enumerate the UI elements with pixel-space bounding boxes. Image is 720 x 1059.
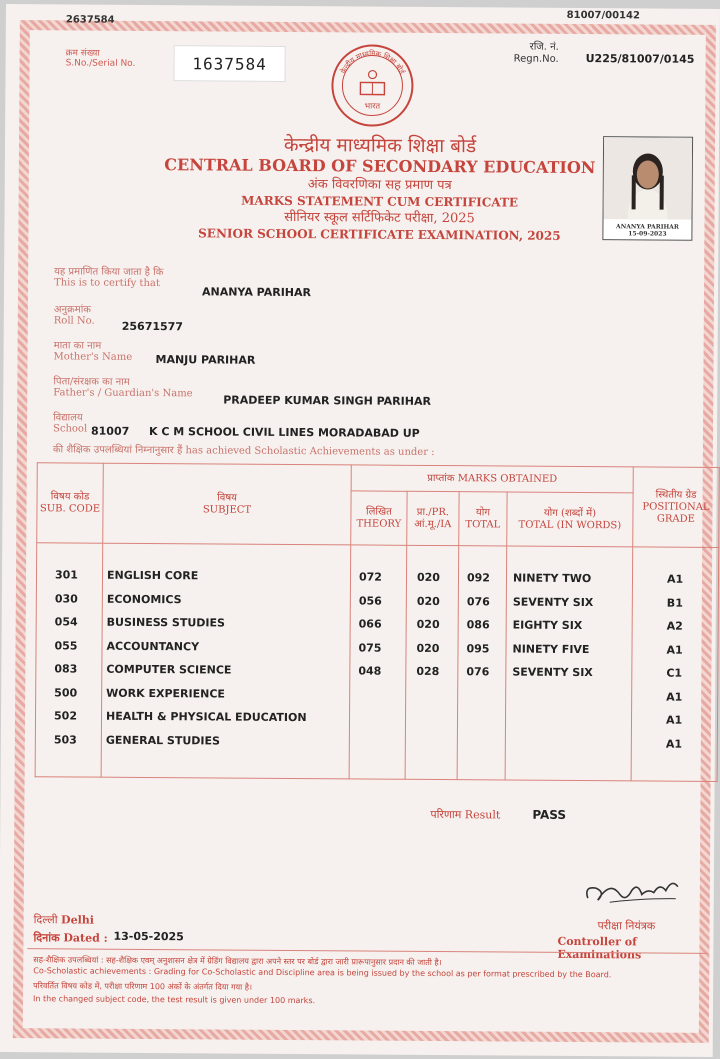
row-code: 502 bbox=[53, 709, 78, 723]
row-theory: 048 bbox=[358, 664, 382, 678]
row-grade: C1 bbox=[666, 666, 683, 680]
row-subject: GENERAL STUDIES bbox=[105, 733, 221, 748]
practical-column bbox=[405, 545, 459, 779]
certificate-titles bbox=[154, 133, 605, 244]
marks-table bbox=[35, 462, 720, 782]
header-sub-code bbox=[37, 463, 104, 543]
roll-number: 25671577 bbox=[121, 319, 184, 334]
serial-box: 1637584 bbox=[173, 45, 285, 82]
row-code: 055 bbox=[54, 638, 78, 653]
exam-title-hi: सीनियर स्कूल सर्टिफिकेट परीक्षा, 2025 bbox=[284, 209, 475, 227]
row-subject: BUSINESS STUDIES bbox=[106, 615, 225, 630]
header-theory-en: THEORY bbox=[356, 517, 402, 530]
row-code: 030 bbox=[54, 591, 78, 606]
header-subject-hi: विषय bbox=[217, 491, 237, 504]
serial-number-top: 2637584 bbox=[65, 14, 115, 26]
student-name: ANANYA PARIHAR bbox=[201, 285, 312, 300]
footnote-1: सह-शैक्षिक उपलब्धियां : सह-शैक्षिक एवम् अनुशासन क्षेत्र में ग्रेडिंग विद्यालय द्वारा अपने स्तर पर बोर्ड द्वारा जारी प्रारूपानुसार प्रदान की जाती है। bbox=[33, 955, 442, 968]
mother-label-en: Mother's Name bbox=[53, 351, 133, 363]
words-column bbox=[505, 546, 633, 781]
total-column bbox=[457, 546, 507, 780]
row-grade: A1 bbox=[666, 690, 683, 704]
grade-column bbox=[631, 547, 719, 782]
issue-date: 13-05-2025 bbox=[113, 929, 184, 944]
code-column bbox=[35, 543, 103, 777]
father-label-en: Father's / Guardian's Name bbox=[53, 387, 193, 400]
row-subject: WORK EXPERIENCE bbox=[106, 686, 225, 701]
row-code: 083 bbox=[54, 662, 78, 676]
dated-label-en: Dated : bbox=[63, 931, 108, 945]
row-total-words: NINETY TWO bbox=[512, 571, 592, 586]
photo-caption bbox=[603, 223, 691, 238]
school-code: 81007 bbox=[90, 424, 130, 438]
school-label-hi: विद्यालय bbox=[53, 412, 83, 424]
row-grade: A1 bbox=[665, 737, 683, 751]
certify-label-en: This is to certify that bbox=[54, 277, 160, 290]
cbse-emblem-icon bbox=[329, 42, 416, 129]
header-subject bbox=[103, 463, 352, 545]
mother-label bbox=[53, 340, 132, 363]
row-theory: 072 bbox=[358, 570, 383, 584]
registration-label-en: Regn.No. bbox=[513, 53, 559, 65]
row-code: 301 bbox=[54, 568, 79, 582]
row-theory: 066 bbox=[358, 617, 382, 631]
result-label-en: Result bbox=[464, 808, 501, 822]
serial-label bbox=[66, 48, 136, 68]
row-theory: 075 bbox=[358, 640, 382, 655]
footnote-4: In the changed subject code, the test result is given under 100 marks. bbox=[33, 994, 316, 1006]
row-grade: A1 bbox=[666, 572, 684, 586]
dated-label bbox=[33, 930, 107, 946]
school-label bbox=[53, 412, 87, 434]
row-code: 500 bbox=[54, 685, 78, 700]
header-sub-code-hi: विषय कोड bbox=[50, 490, 90, 503]
row-theory: 056 bbox=[358, 593, 382, 608]
header-grade-en: POSITIONAL GRADE bbox=[642, 500, 710, 525]
result-value: PASS bbox=[532, 807, 567, 822]
header-sub-code-en: SUB. CODE bbox=[39, 502, 101, 515]
header-positional-grade bbox=[633, 467, 720, 548]
header-pr-en: आं.मू./IA bbox=[414, 518, 452, 530]
row-grade: B1 bbox=[666, 596, 683, 610]
row-total-words: SEVENTY SIX bbox=[512, 665, 593, 680]
mother-name: MANJU PARIHAR bbox=[155, 353, 256, 367]
emblem-text: केन्द्रीय माध्यमिक शिक्षा बोर्ड bbox=[339, 49, 406, 76]
header-practical bbox=[407, 491, 459, 545]
subject-column bbox=[101, 543, 351, 779]
cert-title-en: MARKS STATEMENT CUM CERTIFICATE bbox=[241, 193, 519, 210]
emblem-bottom-text: भारत bbox=[364, 101, 381, 111]
row-total: 092 bbox=[466, 571, 491, 585]
header-total-hi: योग bbox=[475, 506, 491, 518]
row-total-words: EIGHTY SIX bbox=[512, 618, 583, 633]
registration-label bbox=[514, 42, 559, 66]
row-grade: A1 bbox=[665, 713, 683, 727]
school-label-en: School bbox=[52, 423, 88, 435]
header-subject-en: SUBJECT bbox=[202, 503, 252, 516]
marksheet bbox=[0, 4, 720, 1057]
row-practical: 020 bbox=[416, 617, 440, 632]
board-name-hi: केन्द्रीय माध्यमिक शिक्षा बोर्ड bbox=[283, 133, 477, 158]
row-subject: ENGLISH CORE bbox=[106, 568, 199, 583]
result-label-hi: परिणाम bbox=[430, 807, 462, 822]
header-words-hi: योग (शब्दों में) bbox=[543, 507, 597, 519]
roll-label-hi: अनुक्रमांक bbox=[53, 304, 92, 316]
row-total: 076 bbox=[466, 594, 490, 608]
controller-signature-icon bbox=[580, 868, 690, 909]
row-subject: COMPUTER SCIENCE bbox=[106, 662, 232, 677]
header-pr-hi: प्रा./PR. bbox=[416, 506, 450, 518]
footnote-2: Co-Scholastic achievements : Grading for Co-Scholastic and Discipline area is being issued by the school as per format prescribed by the Board. bbox=[33, 966, 612, 980]
row-code: 054 bbox=[54, 615, 78, 629]
row-total: 076 bbox=[466, 665, 490, 679]
row-subject: HEALTH & PHYSICAL EDUCATION bbox=[105, 709, 307, 725]
photo-caption-name: ANANYA PARIHAR bbox=[616, 223, 679, 231]
school-name: K C M SCHOOL CIVIL LINES MORADABAD UP bbox=[148, 425, 420, 440]
row-practical: 020 bbox=[416, 594, 440, 608]
header-theory-hi: लिखित bbox=[366, 506, 392, 518]
header-words-en: TOTAL (IN WORDS) bbox=[518, 519, 622, 531]
dated-label-hi: दिनांक bbox=[33, 931, 60, 945]
registration-number: U225/81007/0145 bbox=[585, 52, 695, 66]
place bbox=[34, 912, 94, 927]
row-total: 095 bbox=[466, 641, 490, 655]
place-en: Delhi bbox=[61, 913, 95, 927]
footnote-3: परिवर्तित विषय कोड में, परीक्षा परिणाम 100 अंकों के अंतर्गत दिया गया है। bbox=[33, 981, 253, 992]
place-hi: दिल्ली bbox=[33, 913, 58, 927]
registration-label-hi: रजि. नं. bbox=[529, 41, 559, 53]
certify-label-hi: यह प्रमाणित किया जाता है कि bbox=[54, 266, 164, 279]
header-marks-en: MARKS OBTAINED bbox=[457, 472, 558, 485]
board-name-en: CENTRAL BOARD OF SECONDARY EDUCATION bbox=[164, 155, 596, 178]
controller-title-en: Controller of Examinations bbox=[557, 934, 642, 962]
row-grade: A1 bbox=[666, 643, 683, 657]
student-portrait-icon bbox=[604, 137, 693, 220]
controller-title-hi: परीक्षा नियंत्रक bbox=[597, 919, 656, 933]
row-grade: A2 bbox=[666, 619, 683, 633]
exam-title-en: SENIOR SCHOOL CERTIFICATE EXAMINATION, 2025 bbox=[198, 226, 561, 243]
row-total-words: NINETY FIVE bbox=[512, 642, 590, 656]
header-marks-hi: प्राप्तांक bbox=[427, 472, 455, 484]
row-subject: ECONOMICS bbox=[106, 592, 182, 606]
row-total: 086 bbox=[466, 618, 490, 632]
row-practical: 028 bbox=[416, 664, 440, 679]
photo-caption-date: 15-09-2023 bbox=[628, 230, 667, 238]
father-label bbox=[53, 376, 192, 399]
roll-label-en: Roll No. bbox=[53, 315, 95, 327]
achieved-hi: की शैक्षिक उपलब्धियां निम्नानुसार हैं bbox=[52, 444, 183, 457]
header-total bbox=[459, 492, 507, 546]
header-theory bbox=[351, 491, 407, 545]
father-name: PRADEEP KUMAR SINGH PARIHAR bbox=[223, 393, 432, 408]
student-photo bbox=[602, 136, 693, 241]
row-practical: 020 bbox=[416, 570, 441, 585]
header-grade-hi: स्थितीय ग्रेड bbox=[655, 489, 697, 501]
result-label bbox=[430, 807, 500, 822]
row-code: 503 bbox=[53, 732, 77, 747]
row-practical: 020 bbox=[416, 641, 440, 655]
mother-label-hi: माता का नाम bbox=[53, 340, 102, 352]
cert-title-hi: अंक विवरणिका सह प्रमाण पत्र bbox=[307, 177, 452, 194]
serial-label-en: S.No./Serial No. bbox=[65, 58, 136, 69]
serial-label-hi: क्रम संख्या bbox=[65, 48, 100, 59]
serial-number-right: 81007/00142 bbox=[566, 9, 640, 22]
header-total-en: TOTAL bbox=[465, 518, 501, 530]
header-marks-obtained bbox=[351, 465, 633, 493]
roll-label bbox=[54, 304, 95, 326]
row-subject: ACCOUNTANCY bbox=[106, 639, 200, 653]
row-total-words: SEVENTY SIX bbox=[512, 595, 594, 609]
father-label-hi: पिता/संरक्षक का नाम bbox=[53, 376, 130, 388]
theory-column bbox=[349, 545, 407, 779]
achieved-en: has achieved Scholastic Achievements as under : bbox=[185, 445, 435, 459]
certify-label bbox=[54, 266, 163, 289]
header-total-words bbox=[507, 492, 633, 547]
